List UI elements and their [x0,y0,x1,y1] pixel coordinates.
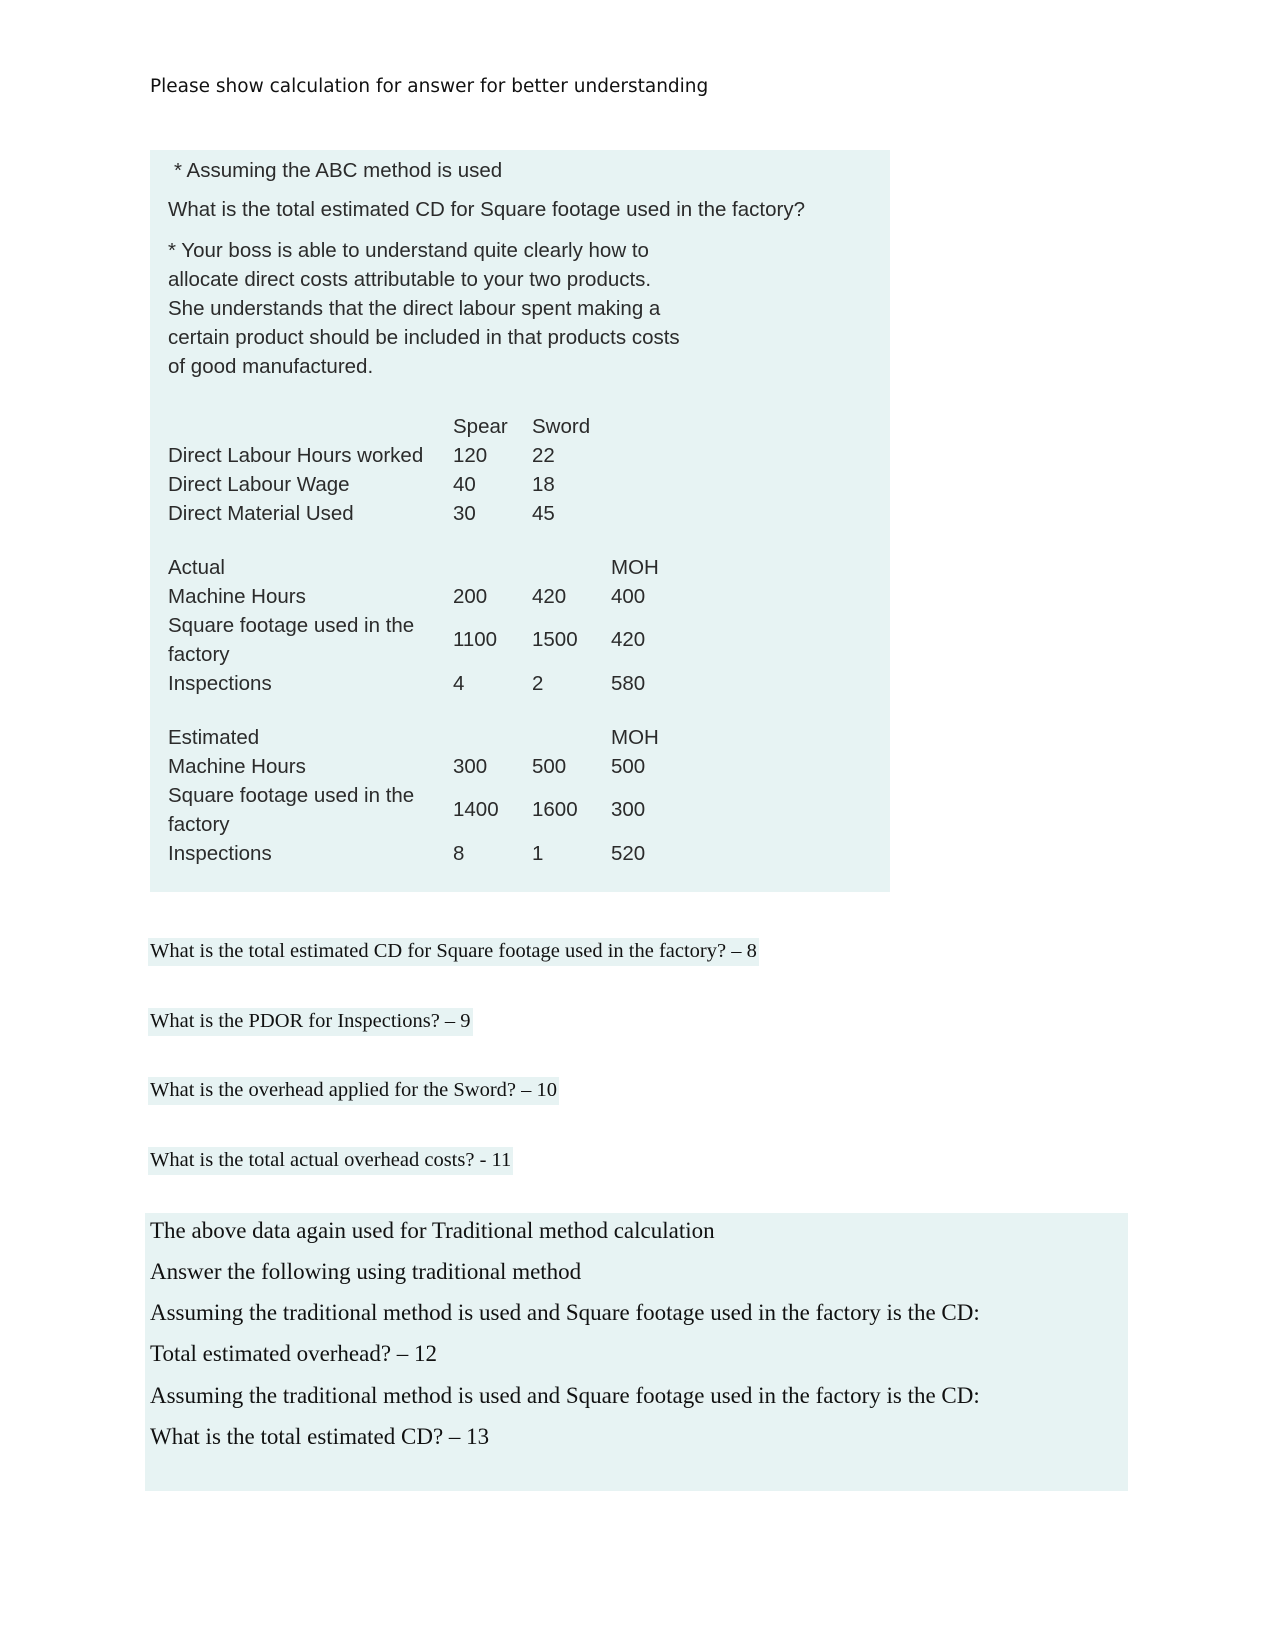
table-cell: 40 [453,472,476,496]
row-label: Inspections [168,671,272,695]
row-label: Inspections [168,841,272,865]
table-row [168,839,691,868]
traditional-line: Answer the following using traditional method [150,1259,582,1284]
table-cell: 300 [453,754,488,778]
table-cell: 200 [453,584,488,608]
row-label: Direct Labour Hours worked [168,443,424,467]
row-label: Direct Labour Wage [168,472,350,496]
table-cell: 2 [532,671,544,695]
abc-method-question: What is the total estimated CD for Square footage used in the factory? [168,198,805,221]
boss-note-line: She understands that the direct labour spent making a [168,297,661,320]
table-row [168,582,691,611]
traditional-line: Assuming the traditional method is used and Square footage used in the factory is the CD: [150,1383,980,1408]
table-cell: 300 [611,798,646,821]
table-cell: 500 [532,754,567,778]
boss-note [168,236,728,381]
row-label: Direct Material Used [168,501,354,525]
question-9: What is the PDOR for Inspections? – 9 [148,1008,473,1036]
table-row [168,752,691,781]
boss-note-line: of good manufactured. [168,355,374,378]
table-cell: 1500 [532,628,578,651]
table-cell: 30 [453,501,476,525]
table-cell: 500 [611,754,646,778]
table-row [168,441,691,470]
row-label: Square footage used in the factory [168,784,415,836]
direct-header-row [168,412,691,441]
boss-note-line: allocate direct costs attributable to your two products. [168,268,652,291]
boss-note-line: certain product should be included in that products costs [168,326,680,349]
table-cell: 420 [532,584,567,608]
actual-header-row [168,553,691,582]
table-cell: 400 [611,584,646,608]
table-row [168,611,691,669]
row-label: Square footage used in the factory [168,614,415,666]
table-cell [168,412,453,441]
table-cell: 22 [532,443,555,467]
question-13: What is the total estimated CD? – 13 [150,1424,490,1449]
table-cell: 420 [611,628,646,651]
sword-header: Sword [532,414,591,438]
table-row [168,669,691,698]
table-cell: 520 [611,841,646,865]
actual-label: Actual [168,555,225,579]
spear-header: Spear [453,414,508,438]
table-cell: 1 [532,841,544,865]
moh-header: MOH [611,555,659,579]
table-cell: 4 [453,671,465,695]
table-cell: 1100 [453,628,498,651]
abc-method-title: * Assuming the ABC method is used [174,159,503,182]
table-cell: 8 [453,841,465,865]
row-label: Machine Hours [168,754,306,778]
question-10: What is the overhead applied for the Sword? – 10 [148,1077,559,1105]
table-cell: 45 [532,501,555,525]
question-12: Total estimated overhead? – 12 [150,1341,438,1366]
moh-header: MOH [611,725,659,749]
page-header-instruction: Please show calculation for answer for better understanding [150,76,709,97]
question-8: What is the total estimated CD for Square footage used in the factory? – 8 [148,938,759,966]
estimated-header-row [168,723,691,752]
table-cell: 120 [453,443,488,467]
boss-note-line: * Your boss is able to understand quite clearly how to [168,239,649,262]
traditional-method-box [145,1213,1128,1491]
table-cell: 1600 [532,798,578,821]
table-row [168,499,691,528]
traditional-line: Assuming the traditional method is used and Square footage used in the factory is the CD: [150,1300,980,1325]
abc-method-box [150,150,890,892]
cost-data-table [168,412,691,868]
traditional-line: The above data again used for Traditional method calculation [150,1218,715,1243]
estimated-label: Estimated [168,725,260,749]
table-cell: 18 [532,472,555,496]
table-cell: 1400 [453,798,499,821]
row-label: Machine Hours [168,584,306,608]
question-11: What is the total actual overhead costs? - 11 [148,1147,513,1175]
table-cell: 580 [611,671,646,695]
table-row [168,781,691,839]
table-row [168,470,691,499]
